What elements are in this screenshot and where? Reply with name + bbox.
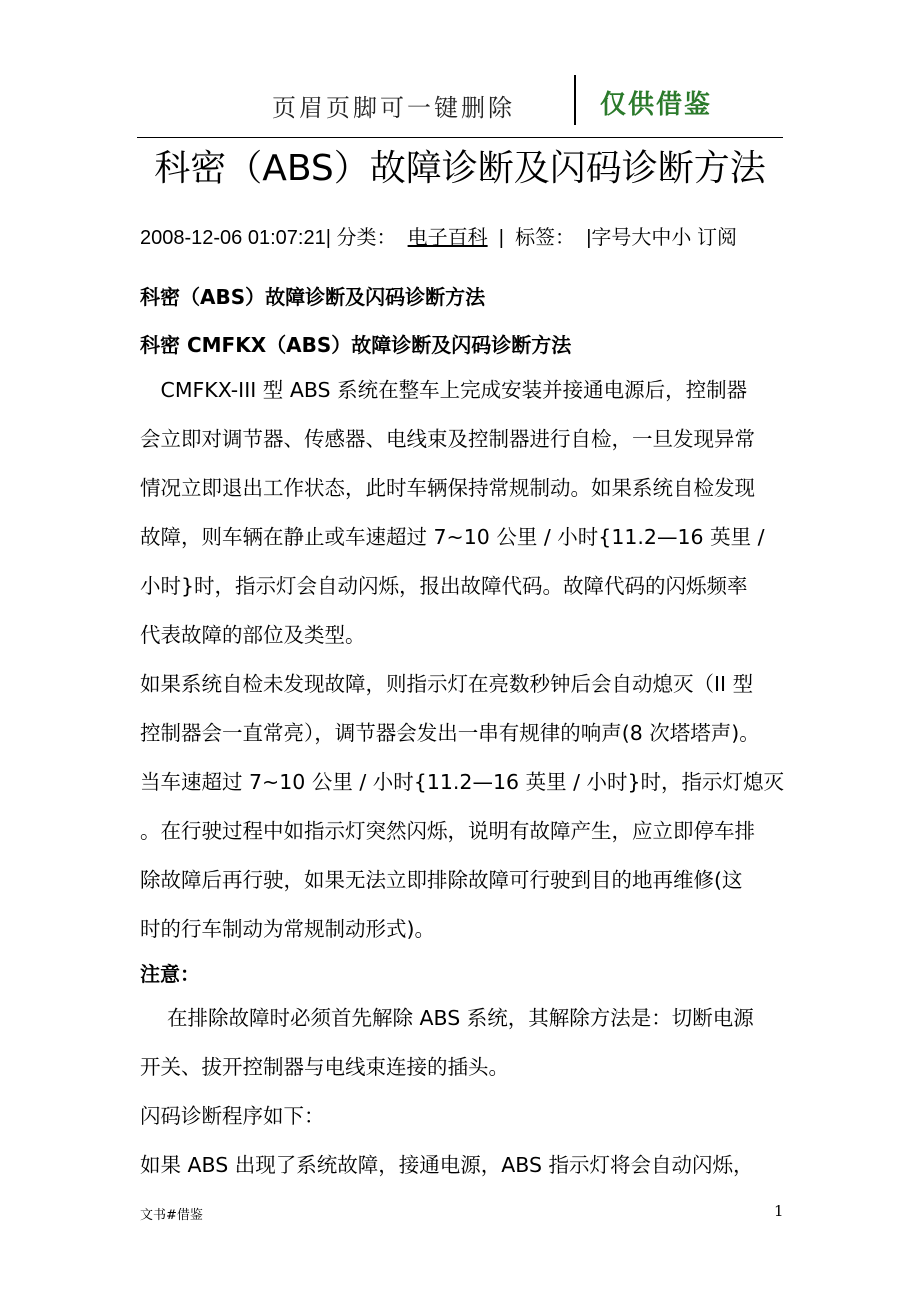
font-size-control[interactable]: |字号大中小: [586, 227, 692, 249]
paragraph-line: 开关、拔开控制器与电线束连接的插头。: [140, 1055, 509, 1079]
meta-line: [140, 221, 737, 250]
paragraph-line: 在排除故障时必须首先解除 ABS 系统，其解除方法是：切断电源: [140, 1006, 754, 1030]
heading-1: 科密（ABS）故障诊断及闪码诊断方法: [140, 285, 486, 309]
paragraph-2: [140, 660, 785, 954]
paragraph-line: 如果系统自检未发现故障，则指示灯在亮数秒钟后会自动熄灭（II 型: [140, 672, 754, 696]
paragraph-4: [140, 1092, 785, 1141]
paragraph-line: 情况立即退出工作状态，此时车辆保持常规制动。如果系统自检发现: [140, 476, 755, 500]
category-link[interactable]: 电子百科: [407, 227, 488, 249]
meta-tag-label: 标签：: [515, 227, 576, 249]
paragraph-line: 时的行车制动为常规制动形式)。: [140, 917, 435, 941]
paragraph-line: 。在行驶过程中如指示灯突然闪烁，说明有故障产生，应立即停车排: [140, 819, 755, 843]
paragraph-line: CMFKX-III 型 ABS 系统在整车上完成安装并接通电源后，控制器: [140, 378, 748, 402]
paragraph-line: 代表故障的部位及类型。: [140, 623, 366, 647]
paragraph-line: 当车速超过 7~10 公里 / 小时{11.2—16 英里 / 小时}时，指示灯熄灭: [140, 770, 785, 794]
page-number: 1: [774, 1202, 784, 1220]
paragraph-line: 除故障后再行驶，如果无法立即排除故障可行驶到目的地再维修(这: [140, 868, 743, 892]
footer-text: 文书#借鉴: [140, 1208, 203, 1223]
paragraph-line: 会立即对调节器、传感器、电线束及控制器进行自检，一旦发现异常: [140, 427, 755, 451]
header-rule: [137, 137, 783, 138]
meta-category-label: 分类：: [336, 227, 397, 249]
meta-sep: |: [498, 227, 504, 249]
header-left-text: 页眉页脚可一键删除: [272, 94, 515, 122]
paragraph-5: [140, 1141, 785, 1190]
header-divider: [574, 75, 576, 125]
paragraph-line: 小时}时，指示灯会自动闪烁，报出故障代码。故障代码的闪烁频率: [140, 574, 748, 598]
page-title: 科密（ABS）故障诊断及闪码诊断方法: [154, 148, 766, 189]
paragraph-line: 如果 ABS 出现了系统故障，接通电源，ABS 指示灯将会自动闪烁，: [140, 1153, 754, 1177]
paragraph-line: 控制器会一直常亮），调节器会发出一串有规律的响声(8 次塔塔声)。: [140, 721, 760, 745]
header-right-text: 仅供借鉴: [600, 90, 713, 120]
meta-datetime: 2008-12-06 01:07:21|: [140, 227, 331, 249]
note-heading: 注意：: [140, 962, 200, 986]
subscribe-link[interactable]: 订阅: [696, 227, 737, 249]
heading-2: 科密 CMFKX（ABS）故障诊断及闪码诊断方法: [140, 333, 572, 357]
paragraph-3: [140, 994, 785, 1092]
paragraph-line: 闪码诊断程序如下：: [140, 1104, 325, 1128]
paragraph-line: 故障，则车辆在静止或车速超过 7~10 公里 / 小时{11.2—16 英里 /: [140, 525, 765, 549]
paragraph-1: [140, 366, 785, 660]
